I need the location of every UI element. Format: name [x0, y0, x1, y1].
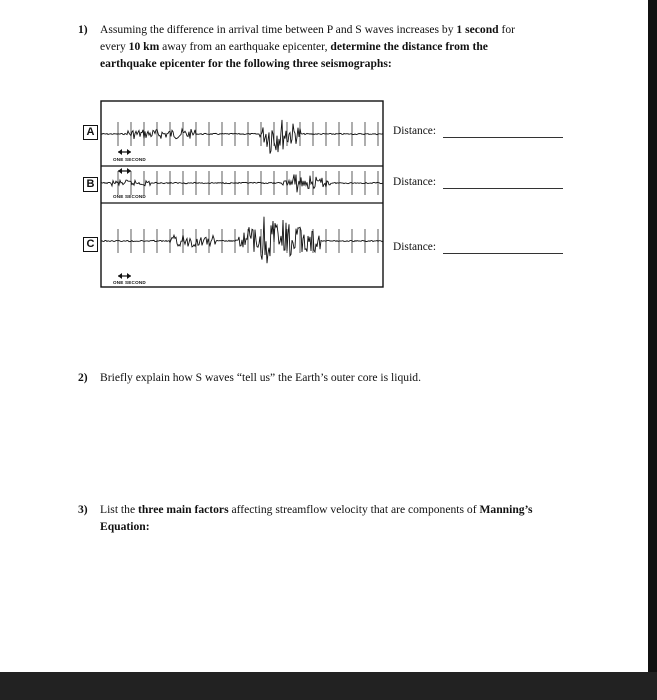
seismograph-label-c: C [83, 237, 98, 252]
distance-label-b: Distance: [393, 176, 437, 188]
seismic-trace-c [101, 217, 383, 264]
seismic-trace-a [101, 120, 383, 154]
distance-answer-blank-c[interactable] [443, 253, 563, 254]
question-number: 1) [78, 23, 88, 36]
seismograph-label-b: B [83, 177, 98, 192]
seismograph-figure [0, 0, 648, 300]
arrowhead-right [127, 168, 131, 174]
distance-answer-blank-b[interactable] [443, 188, 563, 189]
scan-edge-right [648, 0, 657, 700]
question-number: 2) [78, 371, 88, 384]
question-number: 3) [78, 503, 88, 516]
distance-label-a: Distance: [393, 125, 437, 137]
arrowhead-left [118, 273, 122, 279]
distance-answer-blank-a[interactable] [443, 137, 563, 138]
arrowhead-left [118, 149, 122, 155]
distance-label-c: Distance: [393, 241, 437, 253]
arrowhead-right [127, 149, 131, 155]
scan-edge-bottom [0, 672, 657, 700]
scale-label-b: ONE SECOND [113, 194, 146, 199]
question-text: List the three main factors affecting streamflow velocity that are components of Manning’s Equation: [100, 503, 533, 533]
seismograph-traces [101, 120, 383, 263]
seismic-trace-b [101, 174, 383, 192]
question-text: Assuming the difference in arrival time between P and S waves increases by 1 second for every 10 km away from an earthquake epicenter, determine the distance from the earthquake epicenter for the following three seismographs: [100, 23, 516, 70]
arrowhead-left [118, 168, 122, 174]
scale-label-c: ONE SECOND [113, 280, 146, 285]
arrowhead-right [127, 273, 131, 279]
seismograph-label-a: A [83, 125, 98, 140]
scale-label-a: ONE SECOND [113, 157, 146, 162]
question-text: Briefly explain how S waves “tell us” the Earth’s outer core is liquid. [100, 371, 422, 384]
